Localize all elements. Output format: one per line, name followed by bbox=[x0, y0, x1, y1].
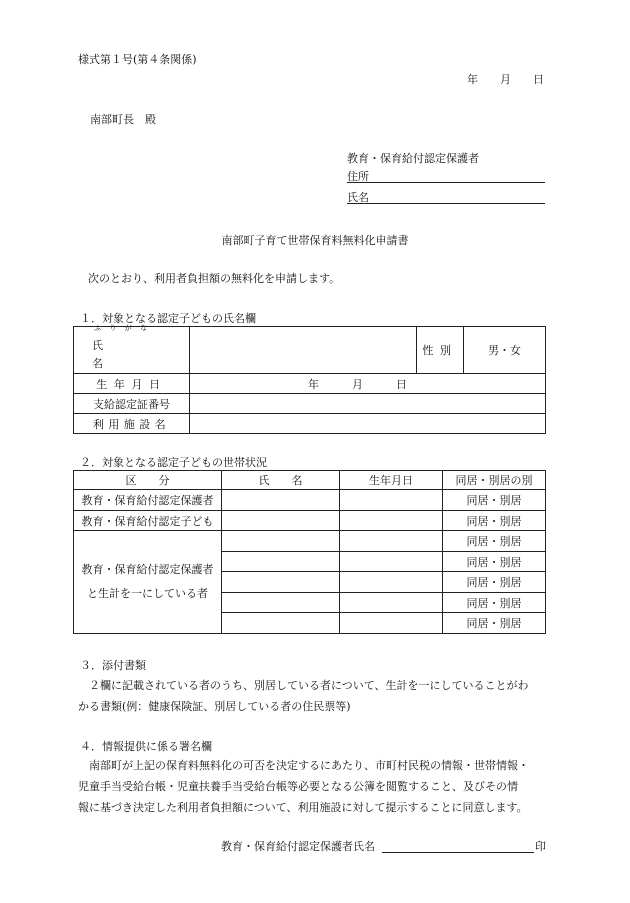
intro-text: 次のとおり、利用者負担額の無料化を申請します。 bbox=[88, 272, 341, 285]
document-title: 南部町子育て世帯保育料無料化申請書 bbox=[221, 234, 409, 247]
household-table bbox=[73, 470, 546, 634]
household-label-line1: 教育・保育給付認定保護者 bbox=[81, 563, 214, 576]
section1-heading: １．対象となる認定子どもの氏名欄 bbox=[80, 312, 256, 325]
address-label: 住所 bbox=[347, 170, 369, 183]
section3-line1: ２欄に記載されている者のうち、別居している者について、生計を一にしていることがわ bbox=[89, 679, 529, 692]
child-birth-input[interactable] bbox=[340, 511, 443, 531]
section3-heading: ３．添付書類 bbox=[80, 659, 146, 672]
child-info-table bbox=[73, 326, 546, 434]
col-header-category: 区 分 bbox=[74, 471, 222, 490]
section4-body bbox=[78, 755, 558, 818]
child-name-input-2[interactable] bbox=[222, 511, 340, 531]
member-birth-input[interactable] bbox=[340, 593, 443, 613]
cert-number-label: 支給認定証番号 bbox=[74, 394, 190, 414]
sex-select[interactable]: 男・女 bbox=[464, 327, 546, 374]
form-number: 様式第１号(第４条関係) bbox=[78, 53, 197, 66]
member-name-input[interactable] bbox=[222, 552, 340, 572]
member-name-input[interactable] bbox=[222, 593, 340, 613]
birth-value: 年 月 日 bbox=[308, 377, 407, 391]
section4-line3: 報に基づき決定した利用者負担額について、利用施設に対して提示することに同意します。 bbox=[78, 801, 528, 814]
birth-input[interactable] bbox=[190, 374, 546, 394]
facility-input[interactable] bbox=[190, 414, 546, 434]
cert-number-input[interactable] bbox=[190, 394, 546, 414]
address-field[interactable] bbox=[347, 168, 545, 183]
member-cohab-select[interactable]: 同居・別居 bbox=[443, 613, 546, 634]
sex-label bbox=[417, 327, 464, 374]
member-cohab-select[interactable]: 同居・別居 bbox=[443, 593, 546, 613]
name-field[interactable] bbox=[347, 189, 545, 204]
birth-label bbox=[74, 374, 190, 394]
member-name-input[interactable] bbox=[222, 613, 340, 634]
row-label-household bbox=[74, 531, 222, 634]
child-cohab-select[interactable]: 同居・別居 bbox=[443, 511, 546, 531]
member-birth-input[interactable] bbox=[340, 552, 443, 572]
section3-line2: かる書類(例：健康保険証、別居している者の住民票等) bbox=[78, 700, 351, 713]
member-name-input[interactable] bbox=[222, 531, 340, 552]
applicant-title: 教育・保育給付認定保護者 bbox=[347, 152, 479, 165]
member-birth-input[interactable] bbox=[340, 572, 443, 593]
furigana-label: ふりがな bbox=[94, 324, 156, 332]
row-label-guardian: 教育・保育給付認定保護者 bbox=[74, 490, 222, 511]
section4-line1: 南部町が上記の保育料無料化の可否を決定するにあたり、市町村民税の情報・世帯情報・ bbox=[89, 759, 529, 772]
row-label-child: 教育・保育給付認定子ども bbox=[74, 511, 222, 531]
guardian-cohab-select[interactable]: 同居・別居 bbox=[443, 490, 546, 511]
col-header-name: 氏 名 bbox=[222, 471, 340, 490]
col-header-birthdate: 生年月日 bbox=[340, 471, 443, 490]
birth-label-text: 生年月日 bbox=[96, 377, 167, 391]
member-cohab-select[interactable]: 同居・別居 bbox=[443, 552, 546, 572]
member-birth-input[interactable] bbox=[340, 531, 443, 552]
child-name-input[interactable] bbox=[190, 327, 417, 374]
addressee: 南部町長 殿 bbox=[90, 113, 156, 126]
signature-label: 教育・保育給付認定保護者氏名 bbox=[221, 840, 375, 853]
guardian-birth-input[interactable] bbox=[340, 490, 443, 511]
guardian-name-input[interactable] bbox=[222, 490, 340, 511]
section2-heading: ２．対象となる認定子どもの世帯状況 bbox=[80, 456, 267, 469]
household-label-line2: と生計を一にしている者 bbox=[87, 587, 208, 600]
section3-body bbox=[78, 675, 558, 717]
signature-field[interactable] bbox=[382, 838, 534, 853]
section4-line2: 児童手当受給台帳・児童扶養手当受給台帳等必要となる公簿を閲覧すること、及びその情 bbox=[78, 780, 518, 793]
sex-label-text: 性別 bbox=[422, 344, 458, 357]
member-cohab-select[interactable]: 同居・別居 bbox=[443, 572, 546, 593]
facility-label bbox=[74, 414, 190, 434]
col-header-cohabitation: 同居・別居の別 bbox=[443, 471, 546, 490]
child-name-label: 氏名 bbox=[92, 339, 150, 370]
section4-heading: ４．情報提供に係る署名欄 bbox=[80, 740, 212, 753]
seal-mark: 印 bbox=[535, 840, 546, 853]
facility-label-text: 利用施設名 bbox=[93, 417, 170, 431]
member-cohab-select[interactable]: 同居・別居 bbox=[443, 531, 546, 552]
date-line: 年 月 日 bbox=[467, 73, 544, 86]
member-birth-input[interactable] bbox=[340, 613, 443, 634]
name-label: 氏名 bbox=[347, 191, 369, 204]
member-name-input[interactable] bbox=[222, 572, 340, 593]
name-label-cell bbox=[74, 324, 190, 374]
